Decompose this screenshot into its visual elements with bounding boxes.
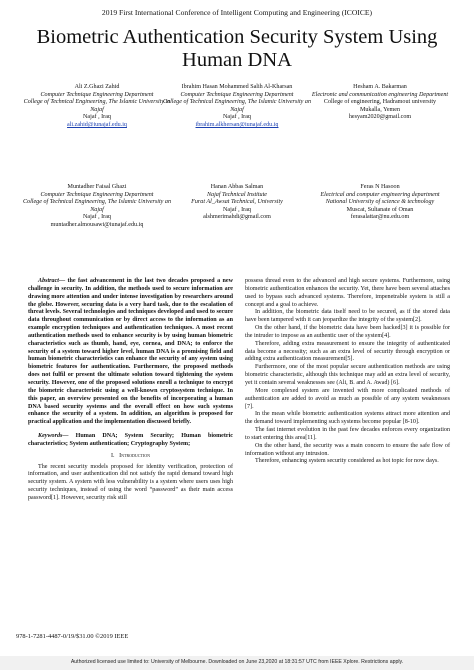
section-number: I.: [110, 452, 115, 459]
author-email: hesyam2020@gmail.com: [348, 114, 412, 121]
author-block-5: [162, 184, 312, 222]
author-dept: Computer Technique Engineering Department: [180, 91, 294, 98]
author-college: College of Technical Engineering, The Islamic University an Najaf: [162, 99, 312, 113]
author-email: muntadher.almousawi@iunajaf.edu.iq: [50, 221, 144, 228]
author-dept: Najaf Technical Institute: [206, 191, 268, 198]
paragraph: More complexed system are invented with more complicated methods of authentication are added to avoid as much as possible of any system weaknesses [7].: [245, 387, 450, 410]
author-place: Najaf , Iraq: [223, 114, 251, 121]
paragraph: The recent security models proposed for identity verification, protection of information, and user authentication did not satisfy the rapid demand toward high security system. A system with less vulnerability is a system where users uses high security techniques, instead of using the word “password” as their main access password[1]. However, security risk still: [28, 463, 233, 501]
author-place: Mukalla, Yemen: [359, 106, 401, 113]
author-place: Najaf , Iraq: [83, 114, 111, 121]
author-college: College of Technical Engineering, The Islamic University an Najaf: [22, 199, 172, 213]
keywords-text: Human DNA; System Security; Human biometric characteristics; System authentication; Cryptography System;: [28, 433, 233, 447]
author-dept: Computer Technique Engineering Department: [40, 91, 154, 98]
author-name: Hanan Abbas Salman: [210, 184, 264, 190]
section-title: Introduction: [119, 452, 151, 459]
author-block-1: [22, 84, 172, 130]
abstract-text: — the fast advancement in the last two decades proposed a new challenge in security. In addition, the methods used to secure information are drawing more attention and under intense investigation by researchers around the globe. However, securing data is a very hard task, due to the escalation of threat levels. Several technologies and techniques developed and used to secure data throughout communication or by direct access to the information as an example encryption techniques and authentication techniques. A most recent authentication methods used to enhance security is by using human biometric characteristics such as thumb, hand, eye, cornea, and DNA; to enforce the security of a system toward higher level, human DNA is a promising field and human biometric characteristics can enhance the security of any system using biometric features for authentication. Furthermore, the proposed methods does not fulfil or present the ultimate solution toward tightening the system security. However, one of the proposed solutions enroll a technique to encrypt the biometric characteristic using a well-known cryptosystem technique. In this paper, an overview presented on the benefits of incorporating a human DNA based security systems and the overall effect on how such systems enhance the security of a system. In addition, an algorithm is proposed for practical application and the implementation discussed briefly.: [28, 278, 233, 426]
title-line-1: Biometric Authentication Security System Using: [36, 26, 438, 48]
right-column: [245, 278, 450, 466]
author-college: National University of science & technology: [325, 199, 435, 206]
author-name: Feras N Hasoon: [360, 184, 400, 190]
paragraph: Therefore, enhancing system security considered as hot topic for now days.: [255, 458, 439, 465]
keywords-lead: Keywords—: [38, 433, 69, 440]
author-name: Muntadher Faisal Ghazi: [67, 184, 127, 190]
author-email-link[interactable]: ibrahim.alkhersan@iunajaf.edu.iq: [195, 121, 279, 128]
keywords: [28, 433, 233, 449]
author-college: College of Technical Engineering, The Islamic University in Najaf: [23, 99, 171, 113]
paragraph: On the other hand, if the biometric data have been hacked[3] it is possible for the intruder to impose as an authentic user of the system[4].: [245, 325, 450, 339]
paragraph: Furthermore, one of the most popular secure authentication methods are using biometric characteristic, although this technique may add an extra level of security, yet it contain several weaknesses see (Ali, B. and A. Awad) [6].: [245, 364, 450, 386]
author-college: Furat Al_Awsat Technical, University: [191, 199, 283, 206]
author-email-link[interactable]: ali.zahid@iunajaf.edu.iq: [67, 121, 127, 128]
paragraph: On the other hand, the security was a main concern to ensure the safe flow of information without any intrusion.: [245, 442, 450, 457]
paragraph: possess thread even to the advanced and high secure systems. Furthermore, using biometric authentication enhances the security. Yet, there have been several attaches used to bypass such advanced systems. Therefore, impenetrable system is still a concept and a goal to achieve.: [245, 278, 450, 308]
author-email: ferasalattar@nu.edu.om: [350, 214, 410, 221]
author-block-4: [22, 184, 172, 230]
author-block-6: [305, 184, 455, 222]
author-name: Ali Z.Ghazi Zahid: [74, 84, 120, 90]
abstract-lead: Abstract: [38, 278, 59, 284]
author-email: alshmerimahdi@gmail.com: [203, 214, 271, 221]
conference-header: 2019 First International Conference of Intelligent Computing and Engineering (ICOICE): [101, 8, 373, 17]
author-dept: Electronic and communication engineering Department: [311, 91, 449, 98]
author-block-2: [162, 84, 312, 130]
author-place: Najaf , Iraq: [83, 214, 111, 221]
section-heading: [28, 453, 233, 461]
author-dept: Electrical and computer engineering department: [320, 191, 440, 198]
left-column: [28, 278, 233, 503]
author-name: Ibrahim Hasan Mohammed Salih Al-Kharsan: [181, 84, 293, 90]
isbn-footer: 978-1-7281-4487-0/19/$31.00 ©2019 IEEE: [16, 633, 129, 640]
paragraph: In addition, the biometric data itself need to be secured, as if the stored data have been tampered with it can jeopardize the integrity of the system[2].: [245, 309, 450, 324]
author-college: College of engineering, Hadramout university: [323, 99, 437, 106]
title-line-2: Human DNA: [182, 49, 292, 71]
author-block-3: [305, 84, 455, 122]
paragraph: Therefore, adding extra measurement to ensure the integrity of authenticated data become a necessity; such as an extra level of security through encryption or adding extra authentication measurement[5].: [245, 340, 450, 363]
paragraph: The fast internet evolution in the past few decades enforces every organization to start entering this area[11].: [245, 427, 450, 441]
author-name: Hesham A. Bakarman: [353, 84, 407, 90]
author-dept: Computer Technique Engineering Department: [40, 191, 154, 198]
license-notice: Authorized licensed use limited to: University of Melbourne. Downloaded on June 23,2020 at 18:31:57 UTC from IEEE Xplore. Restrictions apply.: [70, 659, 404, 665]
abstract: [28, 278, 233, 427]
author-place: Najaf , Iraq: [223, 206, 251, 213]
author-place: Muscat, Sultanate of Oman: [346, 206, 414, 213]
paragraph: In the mean while biometric authentication systems attract more attention and the demand toward implementing such systems become popular [8-10].: [245, 411, 450, 426]
paper-title: [20, 26, 454, 72]
